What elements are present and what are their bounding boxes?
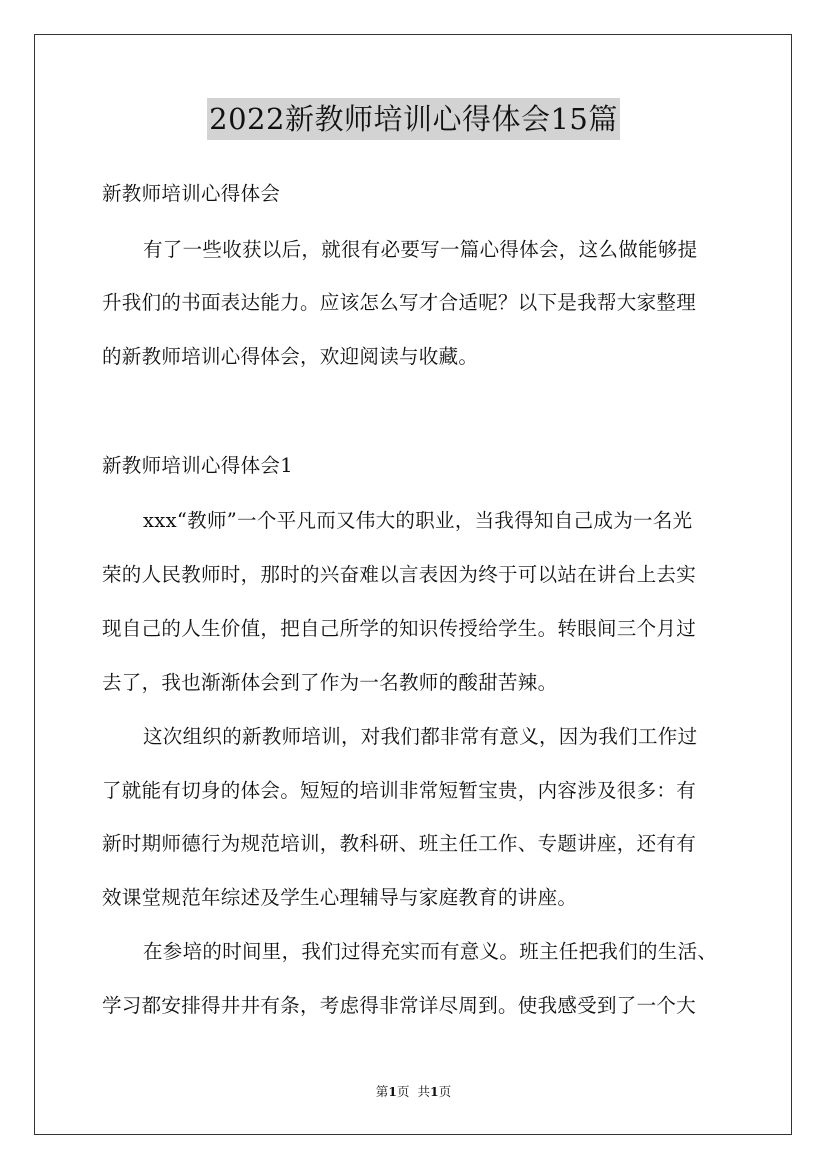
body-line: xxx“教师”一个平凡而又伟大的职业，当我得知自己成为一名光: [143, 509, 693, 532]
footer-page-prefix: 第: [375, 1084, 389, 1099]
body-line: 现自己的人生价值，把自己所学的知识传授给学生。转眼间三个月过: [102, 617, 697, 640]
body-line: 去了，我也渐渐体会到了作为一名教师的酸甜苦辣。: [102, 671, 558, 694]
page-footer: [0, 1084, 827, 1100]
footer-page-number: 1: [388, 1084, 397, 1099]
document-title: 2022新教师培训心得体会15篇: [207, 98, 620, 140]
footer-page-suffix: 页: [397, 1084, 410, 1099]
body-line: 在参培的时间里，我们过得充实而有意义。班主任把我们的生活、: [143, 940, 718, 963]
intro-line: 的新教师培训心得体会，欢迎阅读与收藏。: [102, 345, 479, 368]
body-line: 了就能有切身的体会。短短的培训非常短暂宝贵，内容涉及很多：有: [102, 779, 697, 802]
body-line: 学习都安排得井井有条，考虑得非常详尽周到。使我感受到了一个大: [102, 994, 697, 1017]
body-line: 这次组织的新教师培训，对我们都非常有意义，因为我们工作过: [143, 725, 698, 748]
subtitle: 新教师培训心得体会: [102, 182, 281, 205]
footer-total-prefix: 共: [417, 1084, 430, 1099]
intro-line: 升我们的书面表达能力。应该怎么写才合适呢？以下是我帮大家整理: [102, 291, 697, 314]
footer-total-suffix: 页: [438, 1084, 452, 1099]
title-wrap: [0, 98, 827, 140]
body-line: 效课堂规范年综述及学生心理辅导与家庭教育的讲座。: [102, 886, 578, 909]
intro-line: 有了一些收获以后，就很有必要写一篇心得体会，这么做能够提: [143, 238, 698, 261]
footer-total-number: 1: [429, 1084, 439, 1099]
body-line: 荣的人民教师时，那时的兴奋难以言表因为终于可以站在讲台上去实: [102, 563, 697, 586]
section-heading: 新教师培训心得体会1: [102, 454, 293, 477]
body-line: 新时期师德行为规范培训，教科研、班主任工作、专题讲座，还有有: [102, 832, 697, 855]
